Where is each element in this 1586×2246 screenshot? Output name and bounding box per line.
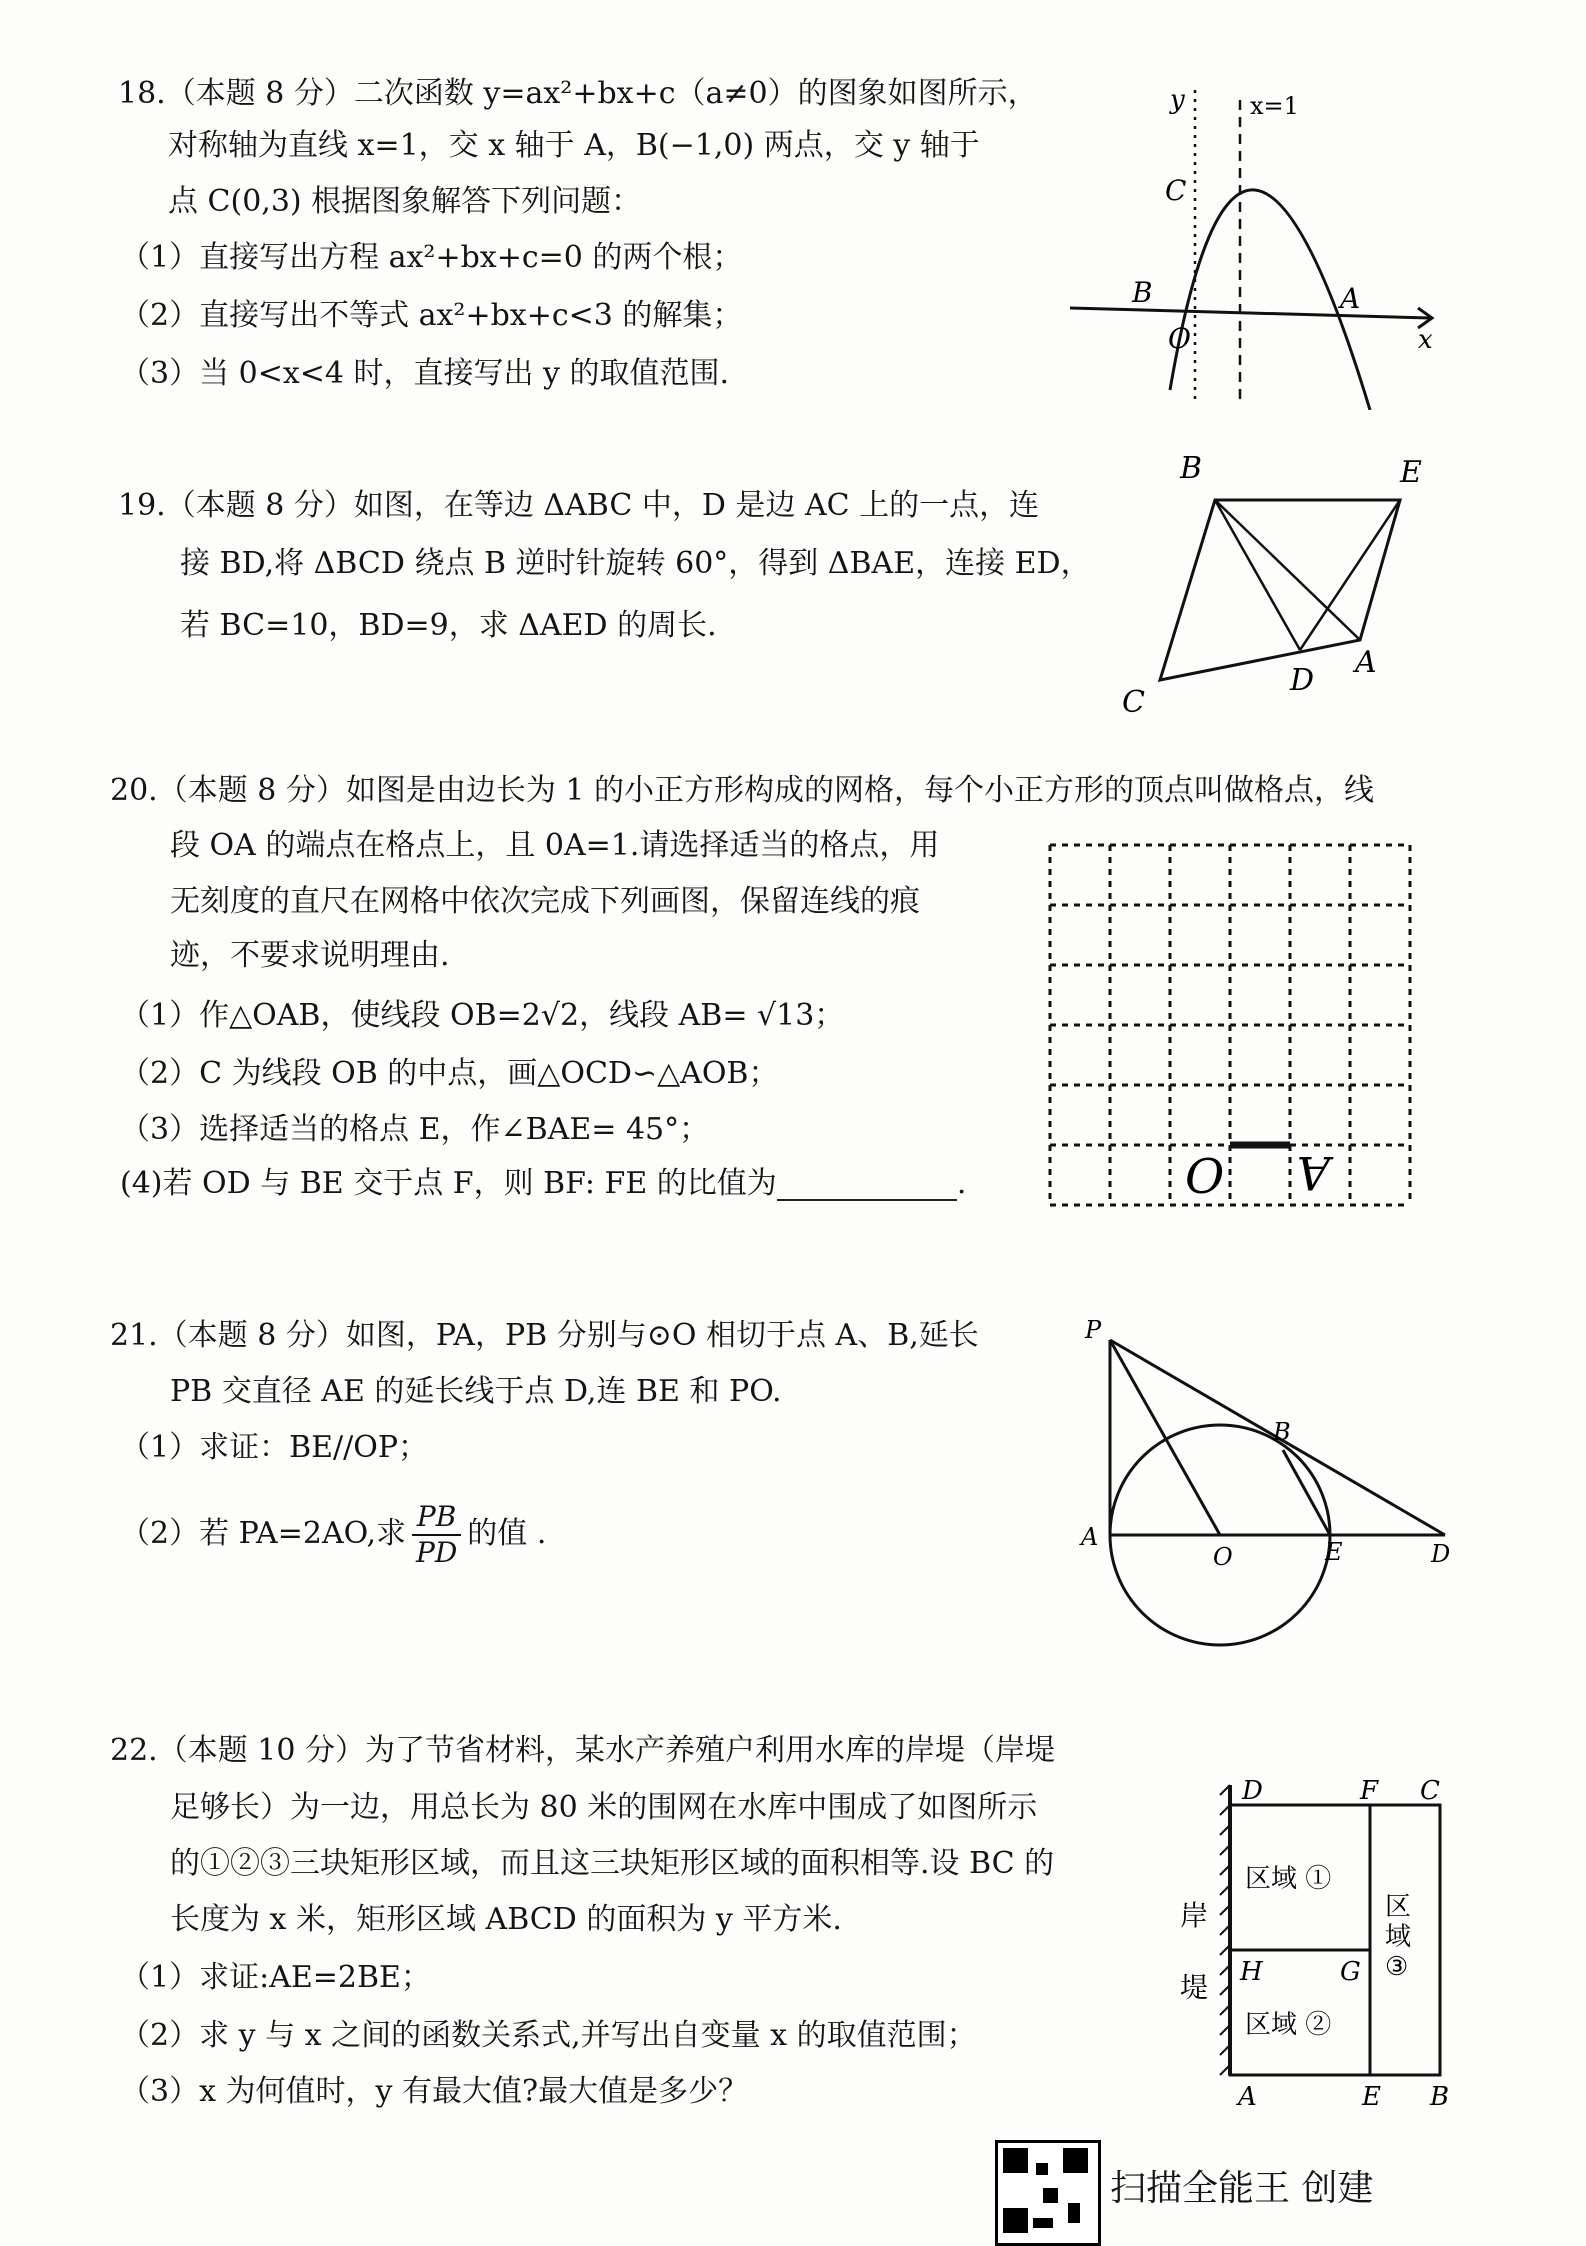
q21-fraction (412, 1500, 461, 1570)
q21-fraction-den: PD (415, 1536, 458, 1569)
qr-code (995, 2140, 1101, 2246)
q21-fraction-num: PB (412, 1500, 461, 1536)
q18-line1: 18.（本题 8 分）二次函数 y=ax²+bx+c（a≠0）的图象如图所示， (118, 76, 1038, 111)
q20-fig-O: O (1185, 1149, 1225, 1205)
q21-sub2-text: （2）若 PA=2AO,求 (120, 1516, 406, 1551)
q22-fig-region3b: 域 (1385, 1922, 1412, 1952)
q19-fig-C: C (1122, 685, 1145, 720)
q18-fig-B: B (1132, 276, 1153, 309)
q21-circle-figure (1075, 1320, 1465, 1680)
q20-sub4-text: (4)若 OD 与 BE 交于点 F，则 BF: FE 的比值为 (120, 1166, 777, 1201)
q19-line2: 接 BD,将 ΔBCD 绕点 B 逆时针旋转 60°，得到 ΔBAE，连接 ED， (180, 546, 1091, 581)
q20-line4: 迹，不要求说明理由. (170, 938, 450, 973)
q22-fig-E: E (1362, 2082, 1381, 2112)
q22-fig-region2: 区域 ② (1245, 2010, 1332, 2040)
q18-line3: 点 C(0,3) 根据图象解答下列问题： (168, 184, 642, 219)
q22-fig-G: G (1340, 1957, 1361, 1987)
q18-sub1: （1）直接写出方程 ax²+bx+c=0 的两个根； (120, 240, 743, 275)
q19-fig-B: B (1180, 451, 1203, 486)
q20-sub3: （3）选择适当的格点 E，作∠BAE= 45°； (120, 1112, 710, 1147)
q22-fig-bank2: 堤 (1180, 1971, 1209, 2004)
q22-sub3: （3）x 为何值时，y 有最大值?最大值是多少？ (120, 2074, 749, 2109)
q21-fig-P: P (1085, 1320, 1102, 1344)
q22-line1: 22.（本题 10 分）为了节省材料，某水产养殖户利用水库的岸堤（岸堤 (110, 1733, 1055, 1768)
q20-line1: 20.（本题 8 分）如图是由边长为 1 的小正方形构成的网格，每个小正方形的顶点叫做格点，线 (110, 773, 1375, 808)
q18-fig-A: A (1340, 282, 1361, 315)
q18-fig-axis: x=1 (1250, 92, 1299, 120)
q21-fig-B: B (1273, 1418, 1291, 1446)
q22-fig-D: D (1242, 1776, 1263, 1806)
q18-parabola-figure (1070, 80, 1450, 410)
q22-fig-H: H (1240, 1957, 1263, 1987)
q20-sub4-end: . (956, 1166, 967, 1201)
q22-fig-region1: 区域 ① (1245, 1864, 1332, 1894)
q18-fig-O: O (1168, 322, 1191, 355)
q21-fig-O: O (1213, 1543, 1233, 1571)
q20-sub1: （1）作△OAB，使线段 OB=2√2，线段 AB= √13； (120, 998, 845, 1033)
q22-fig-C: C (1420, 1776, 1440, 1806)
q22-sub2: （2）求 y 与 x 之间的函数关系式,并写出自变量 x 的取值范围； (120, 2018, 977, 2053)
q18-fig-C: C (1165, 174, 1187, 207)
q22-sub1: （1）求证:AE=2BE； (120, 1960, 431, 1995)
q22-fig-bank1: 岸 (1180, 1899, 1209, 1932)
scanner-watermark: 扫描全能王 创建 (1110, 2168, 1374, 2209)
q21-line1: 21.（本题 8 分）如图，PA，PB 分别与⊙O 相切于点 A、B,延长 (110, 1318, 979, 1353)
q19-fig-D: D (1290, 663, 1315, 698)
q20-answer-blank[interactable] (777, 1169, 957, 1201)
q20-line3: 无刻度的直尺在网格中依次完成下列画图，保留连线的痕 (170, 884, 920, 919)
q22-line3: 的①②③三块矩形区域，而且这三块矩形区域的面积相等.设 BC 的 (170, 1846, 1055, 1881)
q20-sub2: （2）C 为线段 OB 的中点，画△OCD∽△AOB； (120, 1056, 779, 1091)
q18-fig-y: y (1170, 85, 1185, 115)
q20-grid-figure (1040, 835, 1420, 1225)
q22-fig-region3a: 区 (1385, 1892, 1412, 1922)
q19-line1: 19.（本题 8 分）如图，在等边 ΔABC 中，D 是边 AC 上的一点，连 (118, 488, 1040, 523)
q21-fig-A: A (1081, 1523, 1099, 1551)
q20-fig-A: A (1296, 1146, 1330, 1200)
q18-fig-x: x (1418, 325, 1433, 355)
q19-triangle-figure (1110, 440, 1450, 730)
q19-fig-A: A (1355, 645, 1377, 680)
q20-sub4 (120, 1158, 966, 1202)
q19-fig-E: E (1400, 455, 1422, 490)
q21-sub2 (120, 1500, 546, 1570)
q22-line4: 长度为 x 米，矩形区域 ABCD 的面积为 y 平方米. (170, 1902, 842, 1937)
q20-line2: 段 OA 的端点在格点上，且 0A=1.请选择适当的格点，用 (170, 828, 940, 863)
q22-fig-F: F (1360, 1776, 1379, 1806)
q22-line2: 足够长）为一边，用总长为 80 米的围网在水库中围成了如图所示 (170, 1790, 1038, 1825)
q21-sub1: （1）求证：BE//OP； (120, 1430, 429, 1465)
q22-fig-A: A (1238, 2082, 1257, 2112)
q21-line2: PB 交直径 AE 的延长线于点 D,连 BE 和 PO. (170, 1374, 782, 1409)
q22-fig-B: B (1430, 2082, 1450, 2112)
q22-rectangle-figure (1170, 1775, 1460, 2115)
q21-sub2-end: 的值 . (467, 1516, 547, 1551)
q19-line3: 若 BC=10，BD=9，求 ΔAED 的周长. (180, 608, 717, 643)
q22-fig-region3c: ③ (1385, 1952, 1409, 1982)
q21-fig-E: E (1325, 1538, 1343, 1566)
q18-sub2: （2）直接写出不等式 ax²+bx+c<3 的解集； (120, 298, 743, 333)
q21-fig-D: D (1431, 1540, 1451, 1568)
q18-sub3: （3）当 0<x<4 时，直接写出 y 的取值范围. (120, 356, 730, 391)
q18-line2: 对称轴为直线 x=1，交 x 轴于 A，B(−1,0) 两点，交 y 轴于 (168, 128, 980, 163)
